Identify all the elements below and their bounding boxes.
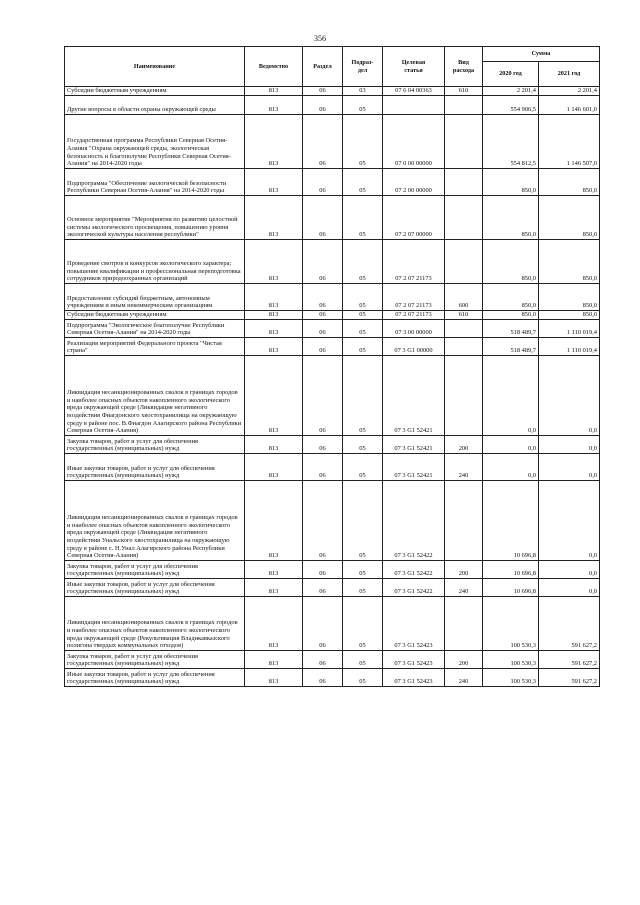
row-target-article: 07 2 07 00000 xyxy=(383,196,445,240)
row-section: 06 xyxy=(303,311,343,320)
row-target-article: 07 3 00 00000 xyxy=(383,320,445,338)
row-name: Основное мероприятие "Мероприятия по развитию целостной системы экологического просвещения, повышению уровня экологической культуры населения республики" xyxy=(65,196,245,240)
row-subsection: 05 xyxy=(343,579,383,597)
row-target-article: 07 3 G1 52422 xyxy=(383,481,445,561)
row-subsection: 05 xyxy=(343,481,383,561)
row-subsection: 05 xyxy=(343,436,383,454)
row-expense-type: 200 xyxy=(445,561,483,579)
row-expense-type xyxy=(445,338,483,356)
row-name: Подпрограмма "Экологическое благополучие Республики Северная Осетия-Алания" на 2014-2020 годы xyxy=(65,320,245,338)
row-sum-2020: 10 696,8 xyxy=(483,481,539,561)
row-sum-2021: 591 627,2 xyxy=(539,651,600,669)
row-target-article: 07 3 G1 00000 xyxy=(383,338,445,356)
row-sum-2021: 0,0 xyxy=(539,579,600,597)
header-expense-type: Вид расхода xyxy=(445,47,483,87)
table-row xyxy=(65,320,600,338)
row-name: Другие вопросы в области охраны окружающей среды xyxy=(65,96,245,115)
row-target-article: 07 6 04 00363 xyxy=(383,87,445,96)
row-sum-2021: 591 627,2 xyxy=(539,597,600,651)
row-sum-2021: 850,0 xyxy=(539,284,600,311)
row-expense-type: 610 xyxy=(445,311,483,320)
row-name: Реализация мероприятий Федерального проекта "Чистая страна" xyxy=(65,338,245,356)
row-subsection: 05 xyxy=(343,338,383,356)
row-subsection: 05 xyxy=(343,96,383,115)
header-sum: Сумма xyxy=(483,47,600,62)
table-row xyxy=(65,96,600,115)
row-section: 06 xyxy=(303,338,343,356)
row-sum-2021: 850,0 xyxy=(539,196,600,240)
row-name: Проведение смотров и конкурсов экологического характера; повышение квалификации и профессиональная переподготовка сотрудников природоохранных организаций xyxy=(65,240,245,284)
row-subsection: 05 xyxy=(343,311,383,320)
row-section: 06 xyxy=(303,87,343,96)
row-ministry: 813 xyxy=(245,169,303,196)
table-row xyxy=(65,436,600,454)
row-sum-2020: 850,0 xyxy=(483,196,539,240)
row-expense-type: 240 xyxy=(445,669,483,687)
row-target-article: 07 3 G1 52421 xyxy=(383,436,445,454)
row-name: Подпрограмма "Обеспечение экологической безопасности Республики Северная Осетия-Алания" на 2014-2020 годы xyxy=(65,169,245,196)
row-target-article: 07 2 07 21173 xyxy=(383,311,445,320)
row-ministry: 813 xyxy=(245,284,303,311)
row-name: Ликвидация несанкционированных свалок в границах городов и наиболее опасных объектов накопленного экологического вреда окружающей среде (Ликвидация негативного воздействия Унальского хвостохранилища на окружающую среду в районе с. Н.Унал Алагирского района Республики Северная Осетия-Алания) xyxy=(65,481,245,561)
row-subsection: 05 xyxy=(343,651,383,669)
row-section: 06 xyxy=(303,561,343,579)
header-year-2020: 2020 год xyxy=(483,62,539,87)
table-row xyxy=(65,669,600,687)
row-target-article: 07 2 07 21173 xyxy=(383,284,445,311)
row-expense-type xyxy=(445,96,483,115)
header-name: Наименование xyxy=(65,47,245,87)
row-sum-2020: 10 696,8 xyxy=(483,561,539,579)
row-expense-type: 200 xyxy=(445,436,483,454)
row-name: Субсидии бюджетным учреждениям xyxy=(65,87,245,96)
row-sum-2020: 10 696,8 xyxy=(483,579,539,597)
row-sum-2020: 554 812,5 xyxy=(483,115,539,169)
row-section: 06 xyxy=(303,320,343,338)
row-target-article: 07 3 G1 52423 xyxy=(383,669,445,687)
row-expense-type xyxy=(445,356,483,436)
header-section: Раздел xyxy=(303,47,343,87)
header-year-2021: 2021 год xyxy=(539,62,600,87)
row-ministry: 813 xyxy=(245,96,303,115)
row-section: 06 xyxy=(303,96,343,115)
row-name: Субсидии бюджетным учреждениям xyxy=(65,311,245,320)
row-ministry: 813 xyxy=(245,436,303,454)
table-row xyxy=(65,651,600,669)
row-subsection: 05 xyxy=(343,454,383,481)
header-ministry: Ведомство xyxy=(245,47,303,87)
row-expense-type xyxy=(445,115,483,169)
row-section: 06 xyxy=(303,597,343,651)
row-ministry: 813 xyxy=(245,481,303,561)
row-sum-2021: 2 201,4 xyxy=(539,87,600,96)
row-section: 06 xyxy=(303,240,343,284)
row-ministry: 813 xyxy=(245,561,303,579)
row-section: 06 xyxy=(303,356,343,436)
row-ministry: 813 xyxy=(245,311,303,320)
row-ministry: 813 xyxy=(245,320,303,338)
row-name: Государственная программа Республики Северная Осетия-Алания "Охрана окружающей среды, экологическая безопасность и благополучие Республики Северная Осетия-Алания" на 2014-2020 годы xyxy=(65,115,245,169)
header-row xyxy=(65,47,600,62)
table-row xyxy=(65,240,600,284)
table-row xyxy=(65,481,600,561)
row-ministry: 813 xyxy=(245,87,303,96)
table-row xyxy=(65,579,600,597)
row-sum-2020: 2 201,4 xyxy=(483,87,539,96)
row-expense-type: 600 xyxy=(445,284,483,311)
row-ministry: 813 xyxy=(245,338,303,356)
row-sum-2020: 554 906,5 xyxy=(483,96,539,115)
table-row xyxy=(65,597,600,651)
row-sum-2020: 100 530,3 xyxy=(483,597,539,651)
row-ministry: 813 xyxy=(245,356,303,436)
row-expense-type xyxy=(445,240,483,284)
row-sum-2021: 0,0 xyxy=(539,454,600,481)
row-expense-type xyxy=(445,196,483,240)
row-name: Закупка товаров, работ и услуг для обеспечения государственных (муниципальных) нужд xyxy=(65,436,245,454)
row-ministry: 813 xyxy=(245,669,303,687)
row-target-article: 07 2 07 21173 xyxy=(383,240,445,284)
row-sum-2020: 100 530,3 xyxy=(483,669,539,687)
row-ministry: 813 xyxy=(245,579,303,597)
row-sum-2020: 0,0 xyxy=(483,454,539,481)
row-sum-2020: 850,0 xyxy=(483,240,539,284)
row-sum-2020: 518 489,7 xyxy=(483,338,539,356)
row-target-article: 07 3 G1 52422 xyxy=(383,579,445,597)
row-expense-type xyxy=(445,320,483,338)
row-target-article: 07 3 G1 52421 xyxy=(383,356,445,436)
row-subsection: 05 xyxy=(343,115,383,169)
table-row xyxy=(65,169,600,196)
header-subsection: Подраз- дел xyxy=(343,47,383,87)
row-expense-type xyxy=(445,481,483,561)
budget-table xyxy=(64,46,600,687)
row-target-article xyxy=(383,96,445,115)
row-section: 06 xyxy=(303,651,343,669)
row-ministry: 813 xyxy=(245,240,303,284)
row-target-article: 07 2 00 00000 xyxy=(383,169,445,196)
row-subsection: 05 xyxy=(343,284,383,311)
row-sum-2021: 0,0 xyxy=(539,561,600,579)
row-sum-2021: 0,0 xyxy=(539,436,600,454)
row-target-article: 07 0 00 00000 xyxy=(383,115,445,169)
table-row xyxy=(65,454,600,481)
table-row xyxy=(65,311,600,320)
row-sum-2020: 850,0 xyxy=(483,169,539,196)
row-ministry: 813 xyxy=(245,115,303,169)
row-expense-type xyxy=(445,169,483,196)
row-subsection: 05 xyxy=(343,597,383,651)
row-subsection: 03 xyxy=(343,87,383,96)
row-subsection: 05 xyxy=(343,320,383,338)
row-subsection: 05 xyxy=(343,196,383,240)
row-sum-2021: 1 110 019,4 xyxy=(539,338,600,356)
row-name: Ликвидация несанкционированных свалок в границах городов и наиболее опасных объектов накопленного экологического вреда окружающей среде (Рекультивация Владикавказского полигона твердых коммунальных отходов) xyxy=(65,597,245,651)
row-sum-2020: 0,0 xyxy=(483,356,539,436)
row-target-article: 07 3 G1 52422 xyxy=(383,561,445,579)
row-ministry: 813 xyxy=(245,651,303,669)
row-sum-2020: 100 530,3 xyxy=(483,651,539,669)
table-row xyxy=(65,284,600,311)
row-section: 06 xyxy=(303,169,343,196)
row-subsection: 05 xyxy=(343,669,383,687)
row-section: 06 xyxy=(303,669,343,687)
row-target-article: 07 3 G1 52421 xyxy=(383,454,445,481)
row-subsection: 05 xyxy=(343,240,383,284)
row-sum-2020: 0,0 xyxy=(483,436,539,454)
row-ministry: 813 xyxy=(245,597,303,651)
table-row xyxy=(65,338,600,356)
row-sum-2020: 850,0 xyxy=(483,311,539,320)
row-sum-2021: 850,0 xyxy=(539,169,600,196)
row-name: Иные закупки товаров, работ и услуг для обеспечения государственных (муниципальных) нужд xyxy=(65,454,245,481)
row-section: 06 xyxy=(303,454,343,481)
row-section: 06 xyxy=(303,115,343,169)
row-section: 06 xyxy=(303,436,343,454)
row-ministry: 813 xyxy=(245,454,303,481)
row-subsection: 05 xyxy=(343,169,383,196)
row-sum-2021: 1 146 507,0 xyxy=(539,115,600,169)
table-row xyxy=(65,196,600,240)
table-row xyxy=(65,87,600,96)
row-name: Закупка товаров, работ и услуг для обеспечения государственных (муниципальных) нужд xyxy=(65,561,245,579)
row-expense-type: 240 xyxy=(445,454,483,481)
row-subsection: 05 xyxy=(343,561,383,579)
row-sum-2021: 0,0 xyxy=(539,356,600,436)
row-sum-2021: 850,0 xyxy=(539,240,600,284)
row-section: 06 xyxy=(303,579,343,597)
row-ministry: 813 xyxy=(245,196,303,240)
row-sum-2021: 0,0 xyxy=(539,481,600,561)
row-expense-type xyxy=(445,597,483,651)
table-row xyxy=(65,115,600,169)
row-section: 06 xyxy=(303,481,343,561)
row-target-article: 07 3 G1 52423 xyxy=(383,597,445,651)
row-sum-2021: 1 146 601,0 xyxy=(539,96,600,115)
row-target-article: 07 3 G1 52423 xyxy=(383,651,445,669)
row-subsection: 05 xyxy=(343,356,383,436)
row-expense-type: 240 xyxy=(445,579,483,597)
row-sum-2020: 850,0 xyxy=(483,284,539,311)
row-name: Ликвидация несанкционированных свалок в границах городов и наиболее опасных объектов накопленного экологического вреда окружающей среде (Ликвидация негативного воздействия Фиагдонского хвостохранилища на окружающую среду в районе пос. В.Фиагдон Алагирского района Республики Северная Осетия-Алания) xyxy=(65,356,245,436)
row-sum-2021: 850,0 xyxy=(539,311,600,320)
table-row xyxy=(65,356,600,436)
row-name: Закупка товаров, работ и услуг для обеспечения государственных (муниципальных) нужд xyxy=(65,651,245,669)
row-name: Предоставление субсидий бюджетным, автономным учреждениям и иным некоммерческим организациям xyxy=(65,284,245,311)
row-name: Иные закупки товаров, работ и услуг для обеспечения государственных (муниципальных) нужд xyxy=(65,669,245,687)
row-expense-type: 610 xyxy=(445,87,483,96)
row-section: 06 xyxy=(303,196,343,240)
row-sum-2020: 518 489,7 xyxy=(483,320,539,338)
header-target-article: Целевая статья xyxy=(383,47,445,87)
row-name: Иные закупки товаров, работ и услуг для обеспечения государственных (муниципальных) нужд xyxy=(65,579,245,597)
page-number: 356 xyxy=(314,34,326,43)
table-row xyxy=(65,561,600,579)
row-expense-type: 200 xyxy=(445,651,483,669)
row-section: 06 xyxy=(303,284,343,311)
row-sum-2021: 1 110 019,4 xyxy=(539,320,600,338)
row-sum-2021: 591 627,2 xyxy=(539,669,600,687)
